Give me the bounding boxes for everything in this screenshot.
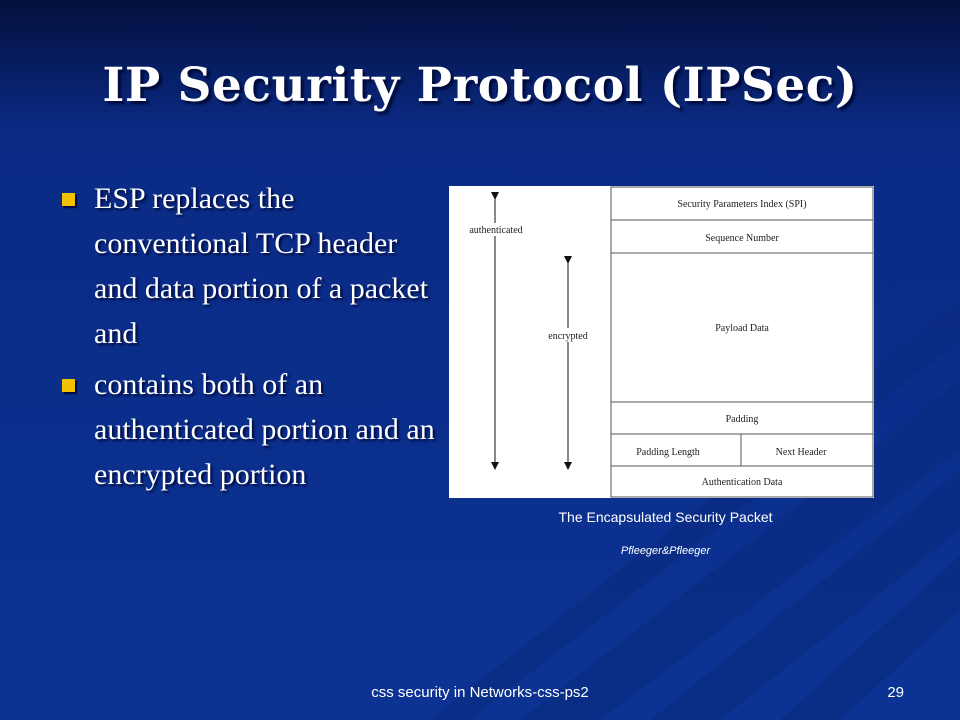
authenticated-label: authenticated [469,225,523,236]
slide-title: IP Security Protocol (IPSec) [102,58,858,113]
slide-number: 29 [887,684,904,701]
field-authentication-data: Authentication Data [701,477,783,488]
encrypted-label: encrypted [548,331,588,342]
field-next-header: Next Header [775,447,827,458]
slide-footer: css security in Networks-css-ps2 [371,684,589,701]
figure-caption: The Encapsulated Security Packet [558,509,773,525]
figure-credit: Pfleeger&Pfleeger [620,545,711,557]
bullet-list [58,176,448,503]
esp-diagram-svg [449,186,874,498]
esp-packet-diagram [449,186,874,498]
field-sequence-number: Sequence Number [705,233,779,244]
field-payload-data: Payload Data [715,323,769,334]
field-spi: Security Parameters Index (SPI) [677,199,807,210]
bullet-text: ESP replaces the conventional TCP header and data portion of a packet and [94,182,429,350]
bullet-item [58,176,448,356]
square-bullet-icon [62,379,75,392]
square-bullet-icon [62,193,75,206]
field-padding: Padding [725,414,759,425]
field-padding-length: Padding Length [636,447,700,458]
bullet-item [58,362,448,497]
bullet-text: contains both of an authenticated portion and an encrypted portion [94,368,435,491]
